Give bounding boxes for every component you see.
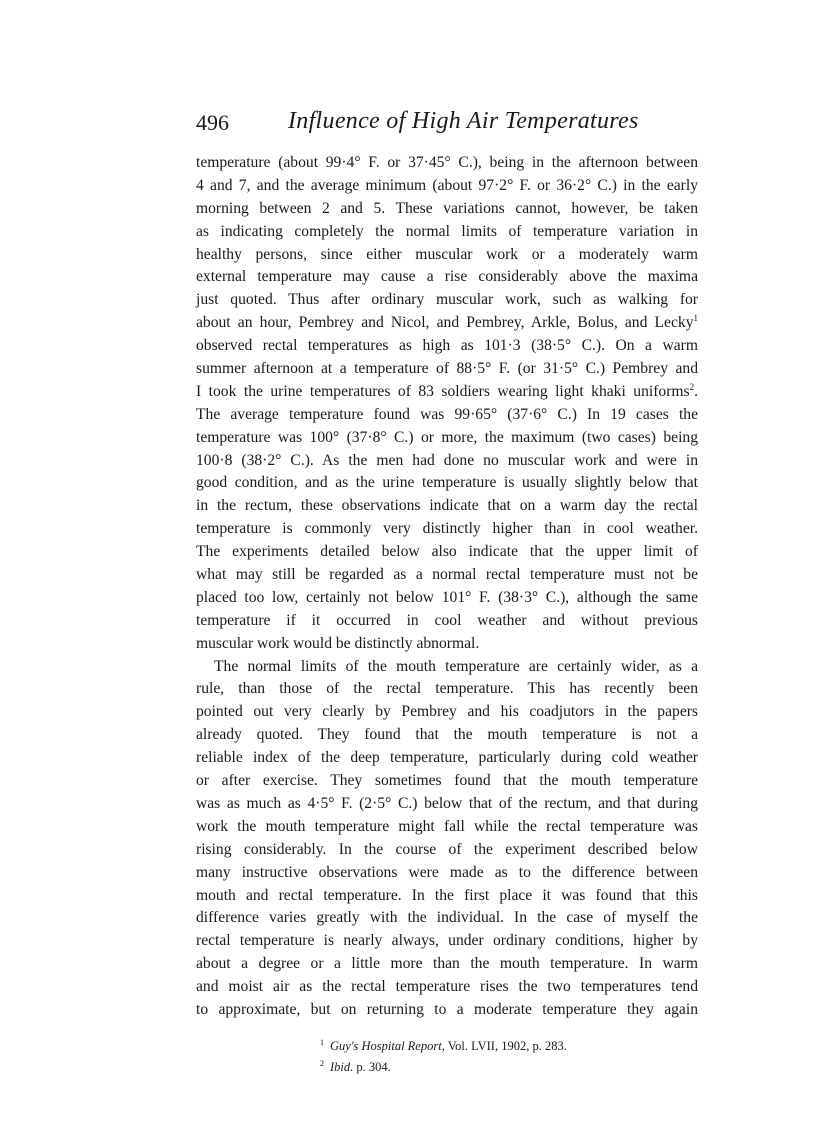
text-line: about a degree or a little more than the mouth temperature. In warm — [196, 955, 698, 973]
page — [196, 106, 698, 1076]
text-line: rule, than those of the rectal temperature. This has recently been — [196, 680, 698, 698]
text-line: pointed out very clearly by Pembrey and his coadjutors in the papers — [196, 703, 698, 721]
text-line: as indicating completely the normal limits of temperature variation in — [196, 222, 698, 240]
text-line: temperature is commonly very distinctly higher than in cool weather. — [196, 520, 698, 538]
text-line: mouth and rectal temperature. In the first place it was found that this — [196, 886, 698, 904]
body-text — [196, 152, 698, 1022]
text-line: muscular work would be distinctly abnormal. — [196, 634, 480, 652]
footnote-source: Ibid. — [330, 1060, 354, 1075]
text-line: rising considerably. In the course of the experiment described below — [196, 840, 698, 858]
footnote-ref-1[interactable]: 1 — [693, 313, 698, 324]
page-number: 496 — [196, 110, 229, 135]
running-title: Influence of High Air Temperatures — [288, 108, 639, 134]
text-line-with-ref — [196, 312, 698, 335]
text-line-with-ref: I took the urine temperatures of 83 soldiers wearing light khaki uniforms$^2$. — [196, 381, 698, 400]
text-line: temperature was 100° (37·8° C.) or more, the maximum (two cases) being — [196, 428, 698, 446]
text-line: was as much as 4·5° F. (2·5° C.) below that of the rectum, and that during — [196, 794, 698, 812]
footnote-source: Guy's Hospital Report, — [330, 1039, 445, 1053]
text-line: I took the urine temperatures of 83 soldiers wearing light khaki uniforms — [196, 382, 690, 400]
footnote-mark: 2 — [320, 1059, 324, 1068]
text-line: observed rectal temperatures as high as 101·3 (38·5° C.). On a warm — [196, 337, 698, 355]
text-line: in the rectum, these observations indicate that on a warm day the rectal — [196, 497, 698, 515]
text-line: temperature (about 99·4° F. or 37·45° C.), being in the afternoon between — [196, 154, 698, 171]
text-line: 4 and 7, and the average minimum (about 97·2° F. or 36·2° C.) in the early — [196, 176, 698, 194]
footnote-text: Vol. LVII, 1902, p. 283. — [444, 1039, 567, 1053]
text-line: healthy persons, since either muscular work or a moderately warm — [196, 245, 698, 263]
text-line: about an hour, Pembrey and Nicol, and Pembrey, Arkle, Bolus, and Lecky — [196, 314, 694, 332]
footnotes — [196, 1034, 698, 1076]
text-line: temperature if it occurred in cool weather and without previous — [196, 611, 698, 629]
text-line: external temperature may cause a rise considerably above the maxima — [196, 268, 698, 286]
footnote-1 — [320, 1034, 698, 1055]
text-line: to approximate, but on returning to a moderate temperature they again — [196, 1000, 698, 1018]
text-line: reliable index of the deep temperature, particularly during cold weather — [196, 749, 698, 767]
text-line: what may still be regarded as a normal rectal temperature must not be — [196, 566, 698, 584]
text-line: summer afternoon at a temperature of 88·5° F. (or 31·5° C.) Pembrey and — [196, 360, 698, 378]
footnote-ref-2[interactable]: 2 — [689, 381, 695, 392]
footnote-2 — [320, 1055, 698, 1076]
text-line: The average temperature found was 99·65° (37·6° C.) In 19 cases the — [196, 405, 698, 423]
footnote-text: p. 304. — [353, 1060, 391, 1075]
text-line: The normal limits of the mouth temperature are certainly wider, as a — [214, 657, 698, 675]
text-line: just quoted. Thus after ordinary muscular work, such as walking for — [196, 291, 698, 309]
text-line: and moist air as the rectal temperature rises the two temperatures tend — [196, 978, 698, 996]
paragraph-1 — [196, 152, 698, 656]
text-line: 100·8 (38·2° C.). As the men had done no muscular work and were in — [196, 451, 698, 469]
text-line: placed too low, certainly not below 101° F. (38·3° C.), although the same — [196, 588, 698, 606]
text-line: already quoted. They found that the mouth temperature is not a — [196, 726, 698, 744]
text-line: many instructive observations were made as to the difference between — [196, 863, 698, 881]
text-line: good condition, and as the urine temperature is usually slightly below that — [196, 474, 698, 492]
text-line: The experiments detailed below also indicate that the upper limit of — [196, 543, 698, 561]
running-head — [196, 106, 698, 146]
text-line: difference varies greatly with the individual. In the case of myself the — [196, 909, 698, 927]
text-line: or after exercise. They sometimes found that the mouth temperature — [196, 772, 698, 790]
text-line: work the mouth temperature might fall while the rectal temperature was — [196, 817, 698, 835]
footnote-mark: 1 — [320, 1037, 324, 1047]
paragraph-2 — [196, 656, 698, 1022]
text-line: rectal temperature is nearly always, under ordinary conditions, higher by — [196, 932, 698, 950]
text-line: morning between 2 and 5. These variations cannot, however, be taken — [196, 199, 698, 217]
